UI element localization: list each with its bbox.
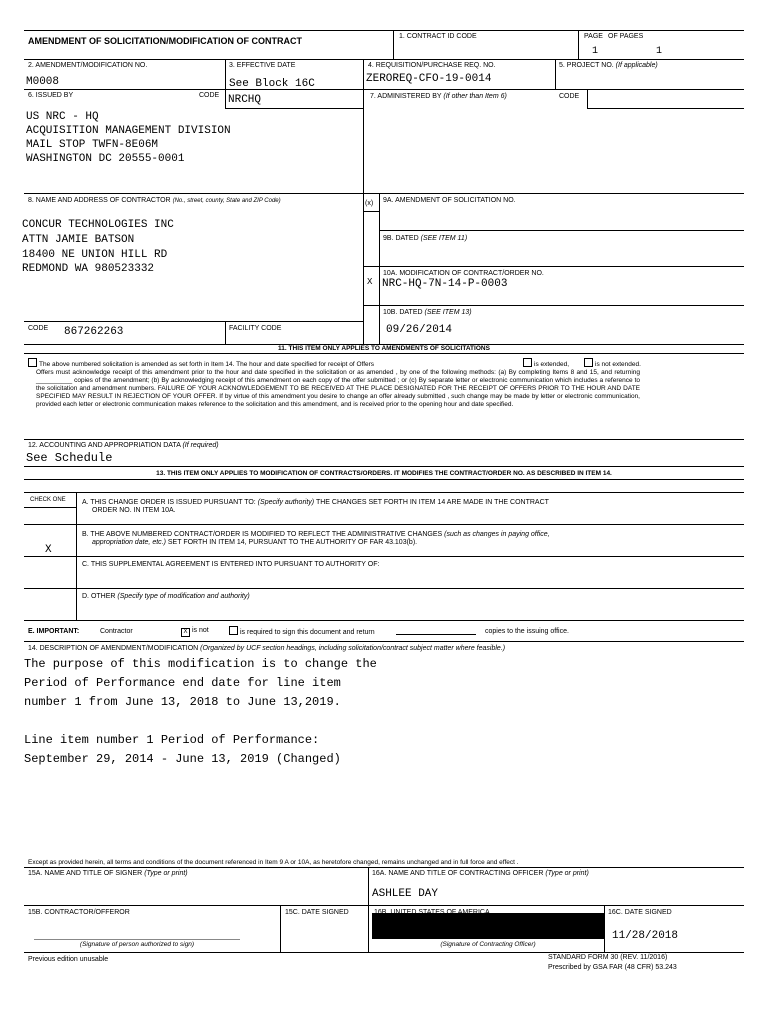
item13-a: A. THIS CHANGE ORDER IS ISSUED PURSUANT TO: (Specify authority) THE CHANGES SET FORTH IN ITEM 14 ARE MADE IN THE CONTRACT: [82, 499, 549, 506]
page-label: PAGE: [584, 33, 603, 40]
item13-b-mark: X: [45, 544, 52, 556]
x-column-header: (x): [365, 200, 374, 207]
contractor-line: ATTN JAMIE BATSON: [22, 234, 135, 246]
rule: [24, 193, 744, 194]
checkbox[interactable]: [523, 358, 532, 367]
rule: [24, 524, 744, 525]
item10a-value: NRC-HQ-7N-14-P-0003: [382, 278, 508, 290]
copies-blank[interactable]: [396, 634, 476, 635]
admin-code-label: CODE: [559, 93, 580, 100]
amend-no-label: 2. AMENDMENT/MODIFICATION NO.: [28, 62, 148, 69]
rule: [24, 479, 744, 480]
is-not-option: X is not: [181, 626, 209, 637]
rule: [24, 321, 363, 322]
copies-text: copies to the issuing office.: [485, 628, 569, 635]
except-text: Except as provided herein, all terms and conditions of the document referenced in Item 9 A or 10A, as heretofore changed, remains unchanged and in full force and effect .: [28, 859, 519, 866]
item16c-label: 16C. DATE SIGNED: [608, 909, 672, 916]
item10b-value: 09/26/2014: [386, 324, 453, 336]
item10b-label: 10B. DATED (SEE ITEM 13): [383, 309, 472, 316]
sig-person-caption: (Signature of person authorized to sign): [79, 941, 195, 948]
checkbox[interactable]: [584, 358, 593, 367]
item10a-mark: X: [367, 277, 373, 287]
contractor-code-value: 867262263: [64, 326, 124, 338]
item9b-label: 9B. DATED (SEE ITEM 11): [383, 235, 468, 242]
prescribed-by: Prescribed by GSA FAR (48 CFR) 53.243: [548, 964, 677, 971]
is-extended: is extended,: [523, 358, 569, 369]
important-label: E. IMPORTANT:: [28, 628, 80, 635]
issued-code-label: CODE: [199, 92, 220, 99]
rule: [368, 867, 369, 953]
effective-date-value: See Block 16C: [229, 78, 315, 90]
item16c-value: 11/28/2018: [612, 930, 679, 942]
rule: [225, 59, 226, 108]
contractor-line: 18400 NE UNION HILL RD: [22, 249, 168, 261]
item15b-label: 15B. CONTRACTOR/OFFEROR: [28, 909, 130, 916]
item15a-label: 15A. NAME AND TITLE OF SIGNER (Type or print): [28, 870, 188, 877]
item14-line: Period of Performance end date for line item: [24, 676, 341, 690]
item14-line: Line item number 1 Period of Performance:: [24, 733, 320, 747]
rule: [24, 867, 744, 868]
item13-c: C. THIS SUPPLEMENTAL AGREEMENT IS ENTERED INTO PURSUANT TO AUTHORITY OF:: [82, 561, 380, 568]
check-one-label: CHECK ONE: [30, 497, 66, 503]
contractor-label: 8. NAME AND ADDRESS OF CONTRACTOR (No., street, county, State and ZIP Code): [28, 197, 281, 204]
rule: [363, 59, 364, 345]
is-not-extended: is not extended.: [584, 358, 641, 369]
item16a-value: ASHLEE DAY: [372, 888, 439, 900]
rule: [604, 905, 605, 953]
issued-by-label: 6. ISSUED BY: [28, 92, 74, 99]
item14-label: 14. DESCRIPTION OF AMENDMENT/MODIFICATION (Organized by UCF section headings, including solicitation/contract subject matter where feasible.): [28, 645, 506, 652]
pages-value: 1: [656, 46, 663, 57]
rule: [280, 905, 281, 953]
rule: [225, 321, 226, 345]
effective-date-label: 3. EFFECTIVE DATE: [229, 62, 296, 69]
rule: [363, 211, 379, 212]
item10a-label: 10A. MODIFICATION OF CONTRACT/ORDER NO.: [383, 270, 544, 277]
rule: [555, 59, 556, 89]
rule: [379, 193, 380, 345]
item12-label: 12. ACCOUNTING AND APPROPRIATION DATA (If required): [28, 442, 219, 449]
rule: [24, 641, 744, 642]
item13-b: B. THE ABOVE NUMBERED CONTRACT/ORDER IS MODIFIED TO REFLECT THE ADMINISTRATIVE CHANGES (such as changes in paying office,: [82, 531, 550, 538]
issued-by-line: ACQUISITION MANAGEMENT DIVISION: [26, 125, 231, 137]
rule: [24, 89, 744, 90]
item13-a-line2: ORDER NO. IN ITEM 10A.: [92, 507, 176, 514]
important-contractor: Contractor: [100, 628, 133, 635]
req-no-value: ZEROREQ-CFO-19-0014: [366, 73, 492, 85]
redacted-signature: [372, 913, 604, 939]
rule: [578, 30, 579, 59]
rule: [24, 353, 744, 354]
contractor-code-label: CODE: [28, 325, 49, 332]
facility-code-label: FACILITY CODE: [229, 325, 282, 332]
contract-id-label: 1. CONTRACT ID CODE: [399, 33, 477, 40]
amend-no-value: M0008: [26, 76, 60, 88]
req-no-label: 4. REQUISITION/PURCHASE REQ. NO.: [368, 62, 496, 69]
item14-line: number 1 from June 13, 2018 to June 13,2019.: [24, 695, 341, 709]
rule: [363, 305, 744, 306]
administered-by-label: 7. ADMINISTERED BY (If other than Item 6): [370, 93, 507, 100]
rule: [24, 620, 744, 621]
rule: [24, 507, 76, 508]
checkbox[interactable]: [229, 626, 238, 635]
contractor-line: REDMOND WA 980523332: [22, 263, 155, 275]
item13-d: D. OTHER (Specify type of modification and authority): [82, 593, 250, 600]
item13-title: 13. THIS ITEM ONLY APPLIES TO MODIFICATION OF CONTRACTS/ORDERS. IT MODIFIES THE CONTRACT/ORDER NO. AS DESCRIBED IN ITEM 14.: [156, 470, 612, 477]
rule: [24, 588, 744, 589]
rule: [24, 556, 744, 557]
sig-officer-caption: (Signature of Contracting Officer): [440, 941, 536, 948]
previous-edition: Previous edition unusable: [28, 956, 109, 963]
item16a-label: 16A. NAME AND TITLE OF CONTRACTING OFFICER (Type or print): [372, 870, 589, 877]
rule: [225, 108, 363, 109]
rule: [24, 439, 744, 440]
contractor-line: CONCUR TECHNOLOGIES INC: [22, 219, 174, 231]
item9a-label: 9A. AMENDMENT OF SOLICITATION NO.: [383, 197, 516, 204]
item14-line: The purpose of this modification is to change the: [24, 657, 377, 671]
rule: [393, 30, 394, 59]
rule: [363, 266, 744, 267]
signature-line[interactable]: [34, 939, 240, 940]
rule: [587, 108, 744, 109]
rule: [587, 89, 588, 108]
rule: [379, 230, 744, 231]
standard-form: STANDARD FORM 30 (REV. 11/2016): [548, 954, 668, 961]
issued-by-line: MAIL STOP TWFN-8E06M: [26, 139, 159, 151]
project-no-label: 5. PROJECT NO. (If applicable): [559, 62, 658, 69]
rule: [24, 492, 744, 493]
issued-by-line: WASHINGTON DC 20555-0001: [26, 153, 185, 165]
item14-line: September 29, 2014 - June 13, 2019 (Changed): [24, 752, 341, 766]
item11-paragraph: Offers must acknowledge receipt of this amendment prior to the hour and date specified in the solicitation or as amended , by one of the following methods: (a) By completing Items 8 and 15, and returning __________ copies of the amendment; (b) By acknowledging receipt of this amendment on each copy of the offer submitted ; or (c) By separate letter or electronic communication which includes a reference to the solicitation and amendment numbers. FAILURE OF YOUR ACKNOWLEDGEMENT TO BE RECEIVED AT THE PLACE DESIGNATED FOR THE RECEIPT OF OFFERS PRIOR TO THE HOUR AND DATE SPECIFIED MAY RESULT IN REJECTION OF YOUR OFFER. If by virtue of this amendment you desire to change an offer already submitted , such change may be made by letter or electronic communication, provided each letter or electronic communication makes reference to the solicitation and this amendment, and is received prior to the opening hour and date specified.: [36, 369, 640, 408]
issued-code-value: NRCHQ: [228, 94, 262, 106]
rule: [24, 59, 744, 60]
item11-line1: The above numbered solicitation is amended as set forth in Item 14. The hour and date specified for receipt of Offers: [28, 358, 374, 369]
rule: [24, 905, 744, 906]
is-required-option: is required to sign this document and return: [229, 626, 375, 637]
rule: [24, 30, 744, 31]
page-value: 1: [592, 46, 599, 57]
item13-b-line2: appropriation date, etc.) SET FORTH IN ITEM 14, PURSUANT TO THE AUTHORITY OF FAR 43.103(b).: [92, 539, 418, 546]
issued-by-line: US NRC - HQ: [26, 111, 99, 123]
item15c-label: 15C. DATE SIGNED: [285, 909, 349, 916]
form-title: AMENDMENT OF SOLICITATION/MODIFICATION OF CONTRACT: [28, 36, 302, 46]
checkbox[interactable]: [28, 358, 37, 367]
item12-value: See Schedule: [26, 451, 113, 465]
of-pages-label: OF PAGES: [608, 33, 644, 40]
item11-title: 11. THIS ITEM ONLY APPLIES TO AMENDMENTS OF SOLICITATIONS: [278, 345, 490, 352]
rule: [24, 466, 744, 467]
checkbox[interactable]: X: [181, 628, 190, 637]
